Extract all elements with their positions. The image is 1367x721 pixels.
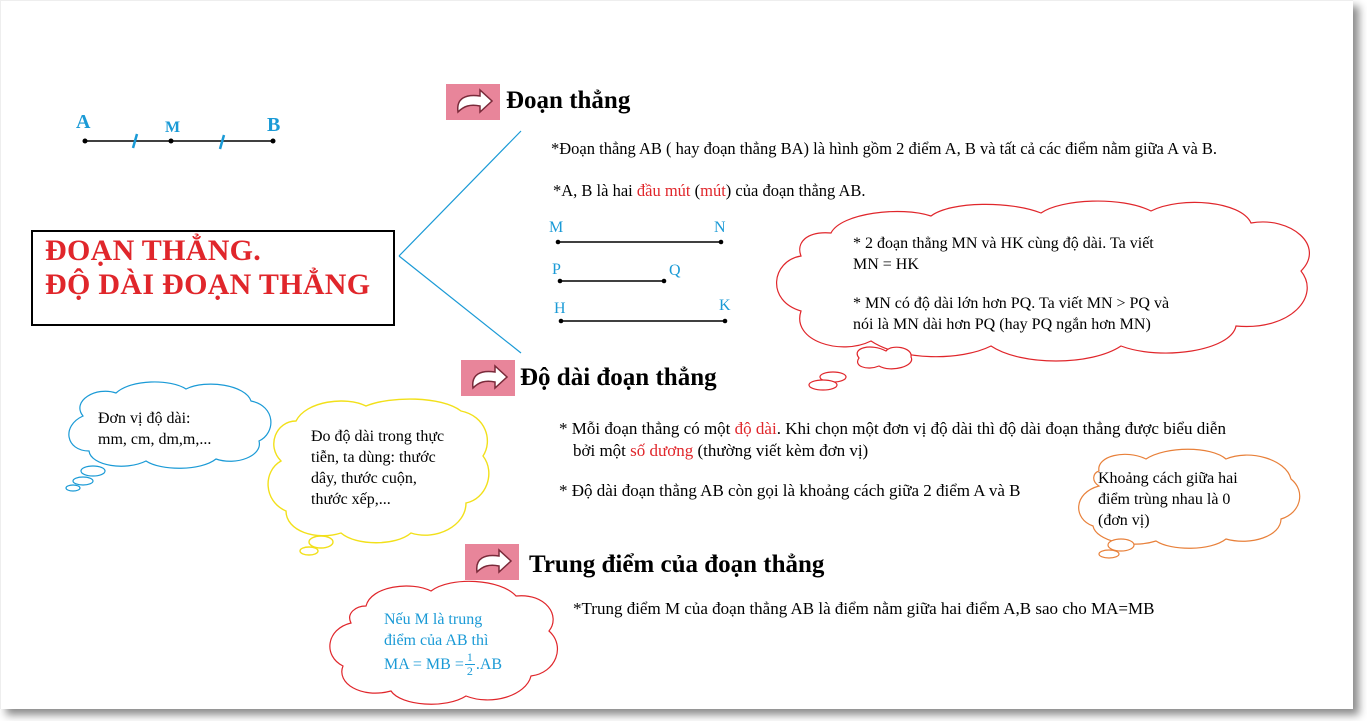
segment-label-p: P xyxy=(552,261,561,278)
segment-label-m: M xyxy=(549,219,564,236)
connector-line-bottom xyxy=(399,256,521,353)
arrow-badge-icon xyxy=(461,360,515,396)
definition-segment: *Đoạn thẳng AB ( hay đoạn thẳng BA) là hình gồm 2 điểm A, B và tất cả các điểm nằm giữa A và B. xyxy=(551,139,1218,158)
distance-text: * Độ dài đoạn thẳng AB còn gọi là khoảng cách giữa 2 điểm A và B xyxy=(559,481,1021,500)
main-title-box xyxy=(31,230,395,326)
segment-mn xyxy=(556,240,724,245)
length-text-line2: bởi một số dương (thường viết kèm đơn vị) xyxy=(573,441,869,460)
length-text-line1: * Mỗi đoạn thẳng có một độ dài. Khi chọn một đơn vị độ dài thì độ dài đoạn thẳng được biểu diễn xyxy=(559,419,1226,438)
cloud-distance-text: Khoảng cách giữa hai điểm trùng nhau là 0 (đơn vị) xyxy=(1098,470,1238,529)
segment-label-h: H xyxy=(554,300,566,317)
arrow-badge-icon xyxy=(465,544,519,580)
cloud-compare-text: * 2 đoạn thẳng MN và HK cùng độ dài. Ta viết MN = HK * MN có độ dài lớn hơn PQ. Ta viết MN > PQ và nói là MN dài hơn PQ (hay PQ ngắn hơn MN) xyxy=(853,235,1170,333)
endpoints-text: *A, B là hai đầu mút (mút) của đoạn thẳng AB. xyxy=(553,181,866,200)
point-b-label: B xyxy=(267,114,281,136)
segment-label-q: Q xyxy=(669,262,681,279)
heading-trung-diem: Trung điểm của đoạn thẳng xyxy=(529,551,825,578)
segment-hk xyxy=(559,319,728,324)
segment-label-n: N xyxy=(714,219,726,236)
heading-doan-thang: Đoạn thẳng xyxy=(506,87,631,114)
cloud-tools-text: Đo độ dài trong thực tiễn, ta dùng: thước dây, thước cuộn, thước xếp,... xyxy=(311,428,445,508)
midpoint-definition: *Trung điểm M của đoạn thẳng AB là điểm nằm giữa hai điểm A,B sao cho MA=MB xyxy=(573,599,1155,618)
main-title-line1: ĐOẠN THẲNG. xyxy=(45,234,262,267)
arrow-badge-icon xyxy=(446,84,500,120)
cloud-units-text: Đơn vị độ dài: mm, cm, dm,m,... xyxy=(98,410,212,448)
main-title-line2: ĐỘ DÀI ĐOẠN THẲNG xyxy=(45,268,371,301)
point-a-label: A xyxy=(76,111,91,133)
heading-do-dai: Độ dài đoạn thẳng xyxy=(520,364,717,391)
cloud-midpoint-text: Nếu M là trung điểm của AB thì MA = MB = $\frac{1}{2}$ .AB xyxy=(384,611,503,678)
connector-line-top xyxy=(399,131,521,256)
segment-label-k: K xyxy=(719,297,731,314)
segment-pq xyxy=(558,279,667,284)
fraction-one-half: $\frac{1}{2}$ xyxy=(466,650,473,678)
point-m-label: M xyxy=(165,119,181,136)
